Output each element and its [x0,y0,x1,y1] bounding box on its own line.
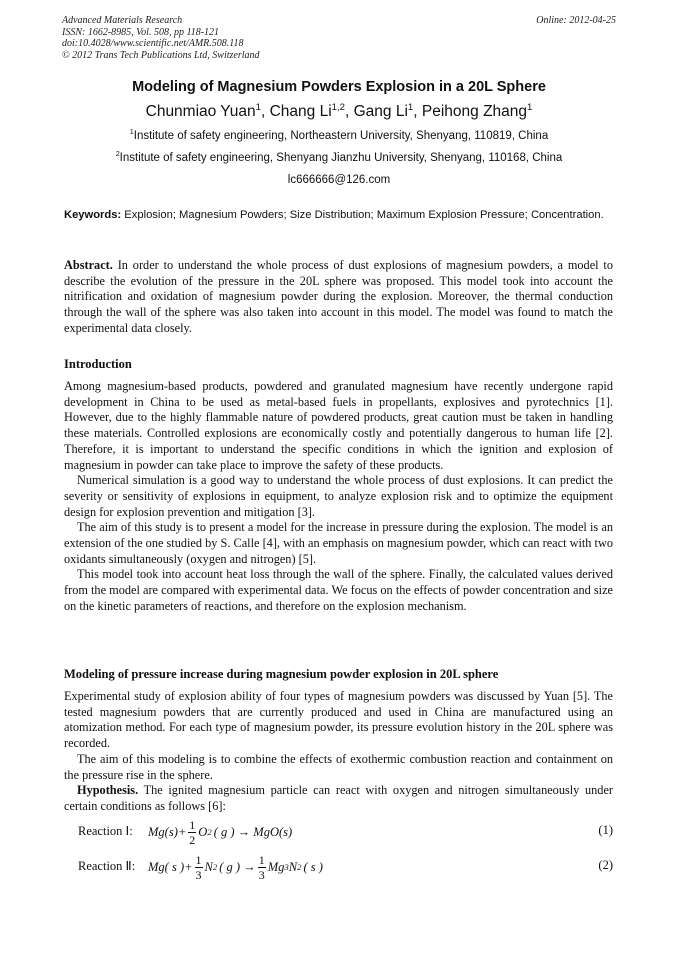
fraction: $\frac{1}{3}$ [195,852,202,882]
fraction: $\frac{1}{2}$ [189,817,196,847]
paragraph: The aim of this study is to present a model for the increase in pressure during the explosion. The model is an extension of the one studied by S. Calle [4], with an emphasis on magnesium powder, which can react with two oxidants simultaneously (oxygen and nitrogen) [5]. [64,520,613,566]
issn-line: ISSN: 1662-8985, Vol. 508, pp 118-121 [62,26,220,38]
equation-number: (2) [598,858,613,872]
author-email: lc666666@126.com [287,174,391,186]
hypothesis-label: Hypothesis. [77,783,139,798]
paragraph: Numerical simulation is a good way to understand the whole process of dust explosions. It can predict the severity or sensitivity of explosions in equipment, to analyze explosion risk and to optimize the equipment design for explosion prevention and mitigation [3]. [64,473,613,519]
author-name: Chunmiao Yuan [145,103,256,120]
author-name: , Gang Li [345,103,408,120]
author-affiliation-mark: 1 [407,101,414,113]
affiliation-text: Institute of safety engineering, Shenyang Jianzhu University, Shenyang, 110168, China [119,152,563,164]
keywords-text: Explosion; Magnesium Powders; Size Distribution; Maximum Explosion Pressure; Concentration. [121,209,604,221]
equation-2 [78,850,613,884]
paragraph [64,783,613,814]
copyright-line: © 2012 Trans Tech Publications Ltd, Switzerland [62,49,260,61]
journal-header [62,15,616,61]
keywords-label: Keywords: [64,209,122,221]
abstract-label: Abstract. [64,258,113,272]
abstract-text: In order to understand the whole process of dust explosions of magnesium powders, a model to describe the evolution of the pressure in the 20L sphere was proposed. This model took into account the nitrification and oxidation of magnesium powder during the explosion. Moreover, the thermal conduction through the wall of the sphere was also taken into account in this model. The model was found to match the experimental data closely. [64,258,613,335]
section-heading-introduction: Introduction [64,357,132,371]
affiliation-2 [60,152,618,164]
keywords [64,208,613,223]
journal-name: Advanced Materials Research [62,15,183,26]
online-date: Online: 2012-04-25 [536,15,616,26]
paragraph: Among magnesium-based products, powdered and granulated magnesium have recently undergone rapid development in China to be used as metal-based fuels in propellants, explosives and pyrotechnics [1]. However, due to the highly flammable nature of powdered products, great caution must be taken in handling these materials. Controlled explosions are economically costly and potentially dangerous to human life [2]. Therefore, it is important to understand the specific conditions in which the ignition and explosion of magnesium in powder can take place to improve the safety of these products. [64,379,613,472]
equation-number: (1) [598,823,613,837]
hypothesis-text: The ignited magnesium particle can react with oxygen and nitrogen simultaneously under certain conditions as follows [6]: [64,783,613,813]
section-heading-modeling: Modeling of pressure increase during magnesium powder explosion in 20L sphere [64,667,499,681]
author-affiliation-mark: 1 [527,101,533,113]
modeling-body [64,689,613,815]
equation-label: Reaction Ⅰ: [78,824,133,838]
affiliation-1 [60,130,618,142]
author-name: , Chang Li [261,103,332,120]
equation-label: Reaction Ⅱ: [78,859,136,873]
author-affiliation-mark: 1,2 [331,101,346,113]
paragraph: Experimental study of explosion ability of four types of magnesium powders was discussed by Yuan [5]. The tested magnesium powders that are currently produced and used in China are manufactured using an atomization method. For each type of magnesium powder, its pressure evolution history in the 20L sphere was recorded. [64,689,613,751]
fraction: $\frac{1}{3}$ [258,852,265,882]
introduction-body [64,379,613,615]
paragraph: The aim of this modeling is to combine the effects of exothermic combustion reaction and containment on the pressure rise in the sphere. [64,751,613,782]
equation-1 [78,815,613,849]
paper-title: Modeling of Magnesium Powders Explosion in a 20L Sphere [132,79,546,95]
equation-formula: Mg(s)+ $\frac{1}{2}$ O 2 ( g ) → MgO(s) [148,817,293,847]
doi-line: doi:10.4028/www.scientific.net/AMR.508.118 [62,38,244,49]
author-affiliation-mark: 1 [255,101,261,113]
author-list [60,103,618,121]
affiliation-text: Institute of safety engineering, Northeastern University, Shenyang, 110819, China [133,130,549,142]
paragraph: This model took into account heat loss through the wall of the sphere. Finally, the calculated values derived from the model are compared with experimental data. We focus on the effects of powder concentration and size on the kinetic parameters of reactions, and therefore on the explosion mechanism. [64,567,613,613]
affiliation-mark: 2 [115,150,120,159]
affiliation-mark: 1 [129,128,134,137]
equation-formula: Mg( s )+ $\frac{1}{3}$ N 2 ( g ) → $\frac{1}{3}$ Mg 3 N 2 ( s ) [148,852,323,882]
abstract [64,258,613,337]
author-name: , Peihong Zhang [413,103,528,120]
